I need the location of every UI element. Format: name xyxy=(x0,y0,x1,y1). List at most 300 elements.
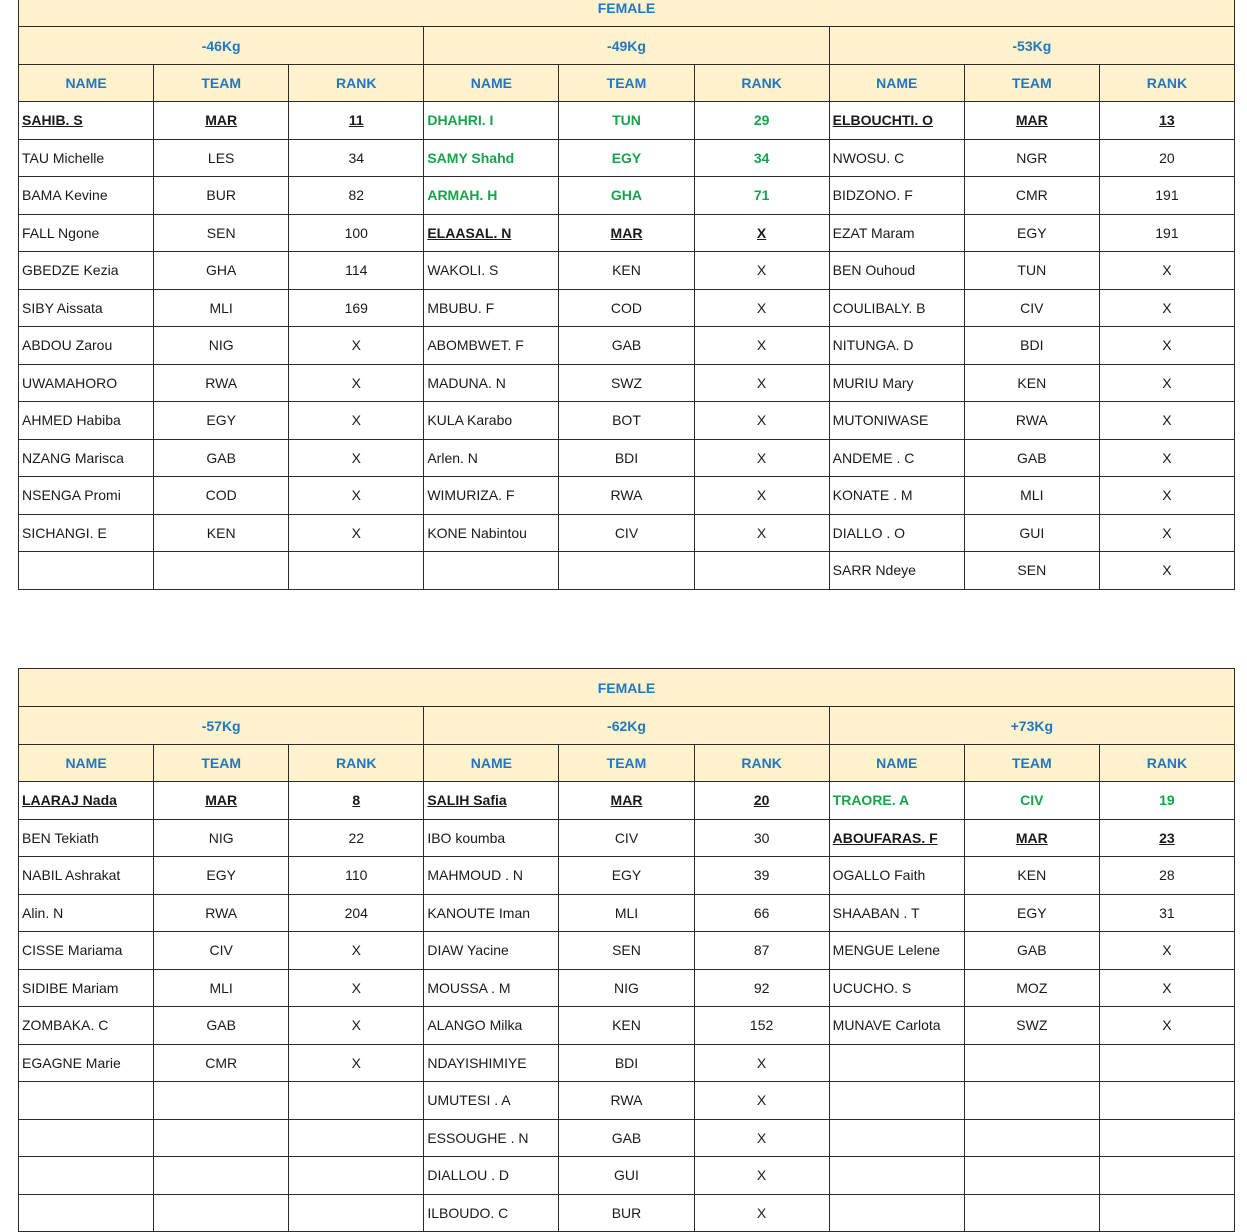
table-row xyxy=(19,969,1235,1007)
athlete-name-text: ELAASAL. N xyxy=(427,224,512,241)
team-text: GUI xyxy=(1019,524,1045,541)
rank-text: X xyxy=(756,449,767,466)
team-cell xyxy=(964,782,1099,820)
rank-text: X xyxy=(1162,262,1172,279)
team-text: KEN xyxy=(612,1017,641,1034)
team-header: TEAM xyxy=(154,745,289,782)
team-cell xyxy=(559,214,694,252)
rank-text: 169 xyxy=(344,299,368,316)
athlete-name-cell xyxy=(19,364,154,402)
team-cell xyxy=(964,139,1099,177)
athlete-name-cell xyxy=(424,857,559,895)
athlete-name-cell xyxy=(424,177,559,215)
table-row xyxy=(19,364,1235,402)
athlete-name-text: UCUCHO. S xyxy=(832,979,912,996)
rank-text: 19 xyxy=(1159,792,1175,809)
rank-text: X xyxy=(351,979,361,996)
team-text: RWA xyxy=(205,904,238,921)
team-cell xyxy=(559,1157,694,1195)
rank-cell xyxy=(1099,932,1234,970)
team-text: BDI xyxy=(614,1054,639,1071)
athlete-name-text: MOUSSA . M xyxy=(427,979,511,996)
athlete-name-text: EZAT Maram xyxy=(832,224,915,241)
team-cell xyxy=(559,252,694,290)
table-row xyxy=(19,289,1235,327)
weight-category-header: -62Kg xyxy=(424,707,829,745)
team-cell xyxy=(154,1082,289,1120)
athlete-name-cell xyxy=(424,252,559,290)
rank-header: RANK xyxy=(1099,745,1234,782)
athlete-name-cell xyxy=(19,139,154,177)
rank-cell xyxy=(289,819,424,857)
table-row xyxy=(19,102,1235,140)
athlete-name-cell xyxy=(829,894,964,932)
rank-cell xyxy=(289,1194,424,1232)
athlete-name-text: MAHMOUD . N xyxy=(427,867,523,884)
team-cell xyxy=(964,819,1099,857)
team-cell xyxy=(964,1119,1099,1157)
team-cell xyxy=(559,819,694,857)
team-cell xyxy=(154,364,289,402)
column-header-row xyxy=(19,745,1235,782)
rank-text: 82 xyxy=(348,187,365,204)
name-header: NAME xyxy=(829,745,964,782)
athlete-name-text: ABOUFARAS. F xyxy=(832,829,938,846)
athlete-name-cell xyxy=(19,819,154,857)
team-text: COD xyxy=(610,299,643,316)
rank-cell xyxy=(694,782,829,820)
team-cell xyxy=(154,552,289,590)
athlete-name-cell xyxy=(424,1082,559,1120)
athlete-name-text: ABOMBWET. F xyxy=(427,337,524,354)
female-table-2 xyxy=(18,668,1235,1232)
team-text: GHA xyxy=(205,262,237,279)
team-text: BOT xyxy=(612,412,641,429)
team-text: BDI xyxy=(614,449,639,466)
rank-cell xyxy=(289,477,424,515)
team-cell xyxy=(154,969,289,1007)
rank-text: 87 xyxy=(753,942,770,959)
rank-text: X xyxy=(756,1054,767,1071)
rank-cell xyxy=(1099,289,1234,327)
rank-text: 8 xyxy=(352,792,361,809)
athlete-name-cell xyxy=(829,289,964,327)
rank-text: 13 xyxy=(1159,112,1175,129)
rank-text: X xyxy=(1162,337,1172,354)
athlete-name-cell xyxy=(829,932,964,970)
rank-text: X xyxy=(351,449,361,466)
team-text: RWA xyxy=(205,374,238,391)
athlete-name-cell xyxy=(829,177,964,215)
rank-cell xyxy=(1099,819,1234,857)
rank-cell xyxy=(694,514,829,552)
team-cell xyxy=(964,214,1099,252)
rank-text: X xyxy=(1162,487,1172,504)
athlete-name-cell xyxy=(829,139,964,177)
team-cell xyxy=(559,1194,694,1232)
team-cell xyxy=(964,514,1099,552)
team-cell xyxy=(964,364,1099,402)
rank-text: X xyxy=(756,224,767,241)
athlete-name-cell xyxy=(829,402,964,440)
table-row xyxy=(19,214,1235,252)
rank-text: 204 xyxy=(344,904,368,921)
table-row xyxy=(19,514,1235,552)
rank-cell xyxy=(694,402,829,440)
athlete-name-cell xyxy=(829,102,964,140)
team-cell xyxy=(964,439,1099,477)
team-cell xyxy=(964,552,1099,590)
rank-text: 22 xyxy=(348,829,365,846)
table-row xyxy=(19,177,1235,215)
rank-cell xyxy=(1099,477,1234,515)
rank-cell xyxy=(694,289,829,327)
rank-text: X xyxy=(1162,449,1172,466)
athlete-name-text: Arlen. N xyxy=(427,449,478,466)
athlete-name-cell xyxy=(424,477,559,515)
rank-text: X xyxy=(756,1204,767,1221)
athlete-name-cell xyxy=(424,552,559,590)
athlete-name-text: FALL Ngone xyxy=(22,224,100,241)
team-cell xyxy=(559,1007,694,1045)
athlete-name-cell xyxy=(19,439,154,477)
table-row xyxy=(19,1007,1235,1045)
rank-cell xyxy=(1099,364,1234,402)
athlete-name-cell xyxy=(829,552,964,590)
rank-header: RANK xyxy=(1099,65,1234,102)
table-row xyxy=(19,782,1235,820)
team-cell xyxy=(559,932,694,970)
rank-text: X xyxy=(351,374,361,391)
athlete-name-cell xyxy=(424,1119,559,1157)
rank-cell xyxy=(1099,1194,1234,1232)
athlete-name-text: KANOUTE Iman xyxy=(427,904,531,921)
rank-cell xyxy=(694,1007,829,1045)
team-cell xyxy=(964,402,1099,440)
team-cell xyxy=(559,139,694,177)
team-cell xyxy=(559,894,694,932)
athlete-name-cell xyxy=(19,857,154,895)
rank-cell xyxy=(694,1194,829,1232)
athlete-name-text: WIMURIZA. F xyxy=(427,487,515,504)
team-cell xyxy=(559,177,694,215)
rank-text: X xyxy=(756,1092,767,1109)
team-text: EGY xyxy=(1017,224,1047,241)
athlete-name-cell xyxy=(829,214,964,252)
weight-category-header: -57Kg xyxy=(19,707,424,745)
rank-text: X xyxy=(351,487,361,504)
team-text: GAB xyxy=(1017,449,1047,466)
team-cell xyxy=(559,327,694,365)
rank-cell xyxy=(1099,102,1234,140)
team-text: GAB xyxy=(611,337,642,354)
table-row xyxy=(19,1194,1235,1232)
athlete-name-text: BAMA Kevine xyxy=(22,187,108,204)
team-text: CIV xyxy=(209,942,233,959)
team-text: MAR xyxy=(1015,829,1048,846)
table-row xyxy=(19,894,1235,932)
team-text: CMR xyxy=(205,1054,238,1071)
team-cell xyxy=(559,552,694,590)
athlete-name-text: UWAMAHORO xyxy=(22,374,118,391)
athlete-name-cell xyxy=(19,1119,154,1157)
team-cell xyxy=(964,894,1099,932)
rank-cell xyxy=(289,782,424,820)
team-header: TEAM xyxy=(964,65,1099,102)
athlete-name-text: IBO koumba xyxy=(427,829,506,846)
team-cell xyxy=(559,1119,694,1157)
table-row xyxy=(19,477,1235,515)
team-cell xyxy=(559,439,694,477)
athlete-name-cell xyxy=(424,289,559,327)
athlete-name-text: SAMY Shahd xyxy=(427,149,515,166)
athlete-name-cell xyxy=(424,364,559,402)
athlete-name-text: MENGUE Lelene xyxy=(832,942,941,959)
team-cell xyxy=(964,1194,1099,1232)
team-text: NIG xyxy=(614,979,639,996)
rank-cell xyxy=(289,969,424,1007)
rank-text: X xyxy=(1162,562,1172,579)
athlete-name-cell xyxy=(424,439,559,477)
team-text: NGR xyxy=(1016,149,1048,166)
rank-text: X xyxy=(756,1129,767,1146)
team-cell xyxy=(154,439,289,477)
athlete-name-text: EGAGNE Marie xyxy=(22,1054,121,1071)
rank-cell xyxy=(289,1082,424,1120)
athlete-name-text: MUNAVE Carlota xyxy=(832,1017,941,1034)
team-text: SEN xyxy=(1017,562,1047,579)
rank-text: X xyxy=(756,1167,767,1184)
athlete-name-text: LAARAJ Nada xyxy=(22,792,117,809)
table-row xyxy=(19,139,1235,177)
team-cell xyxy=(964,857,1099,895)
athlete-name-cell xyxy=(19,1082,154,1120)
team-cell xyxy=(154,1119,289,1157)
team-text: GAB xyxy=(611,1129,642,1146)
team-cell xyxy=(964,327,1099,365)
team-cell xyxy=(154,514,289,552)
rank-cell xyxy=(1099,439,1234,477)
rank-cell xyxy=(289,327,424,365)
team-cell xyxy=(154,477,289,515)
rank-text: 110 xyxy=(345,867,368,884)
name-header: NAME xyxy=(424,65,559,102)
athlete-name-text: OGALLO Faith xyxy=(832,867,926,884)
athlete-name-text: ESSOUGHE . N xyxy=(427,1129,529,1146)
athlete-name-cell xyxy=(19,894,154,932)
female-table-1 xyxy=(18,0,1235,590)
athlete-name-text: KULA Karabo xyxy=(427,412,513,429)
rank-cell xyxy=(289,439,424,477)
rank-text: X xyxy=(1162,374,1172,391)
team-cell xyxy=(559,857,694,895)
athlete-name-cell xyxy=(424,1157,559,1195)
team-text: SEN xyxy=(206,224,236,241)
athlete-name-text: MADUNA. N xyxy=(427,374,506,391)
team-text: CIV xyxy=(1020,299,1044,316)
athlete-name-text: NSENGA Promi xyxy=(22,487,121,504)
athlete-name-cell xyxy=(424,969,559,1007)
rank-cell xyxy=(1099,857,1234,895)
rank-cell xyxy=(289,364,424,402)
athlete-name-cell xyxy=(829,252,964,290)
rank-text: 191 xyxy=(1155,187,1179,204)
athlete-name-text: MUTONIWASE xyxy=(832,412,929,429)
rank-cell xyxy=(694,819,829,857)
athlete-name-cell xyxy=(424,139,559,177)
table-row xyxy=(19,1044,1235,1082)
rank-text: 34 xyxy=(753,149,770,166)
rank-cell xyxy=(694,552,829,590)
rank-text: X xyxy=(756,412,767,429)
rank-text: 39 xyxy=(753,867,770,884)
athlete-name-cell xyxy=(424,782,559,820)
team-cell xyxy=(559,1044,694,1082)
athlete-name-cell xyxy=(424,819,559,857)
team-cell xyxy=(154,139,289,177)
name-header: NAME xyxy=(19,745,154,782)
rank-cell xyxy=(1099,969,1234,1007)
athlete-name-cell xyxy=(829,819,964,857)
team-cell xyxy=(559,289,694,327)
rank-cell xyxy=(694,477,829,515)
team-header: TEAM xyxy=(964,745,1099,782)
athlete-name-cell xyxy=(424,102,559,140)
team-text: KEN xyxy=(612,262,641,279)
rank-cell xyxy=(1099,1007,1234,1045)
athlete-name-cell xyxy=(424,1194,559,1232)
team-text: BUR xyxy=(206,187,236,204)
athlete-name-cell xyxy=(829,439,964,477)
team-text: SWZ xyxy=(610,374,643,391)
rank-text: X xyxy=(1162,1017,1172,1034)
team-cell xyxy=(964,969,1099,1007)
table-title: FEMALE xyxy=(19,0,1235,27)
team-text: RWA xyxy=(1015,412,1048,429)
rank-text: X xyxy=(756,487,767,504)
rank-text: X xyxy=(1162,524,1172,541)
rank-text: X xyxy=(756,337,767,354)
athlete-name-cell xyxy=(829,1119,964,1157)
table-row xyxy=(19,439,1235,477)
athlete-name-text: BIDZONO. F xyxy=(832,187,913,204)
team-text: CIV xyxy=(614,829,639,846)
rank-text: 30 xyxy=(753,829,770,846)
team-text: EGY xyxy=(1017,904,1047,921)
table-row xyxy=(19,1157,1235,1195)
rank-text: 114 xyxy=(345,262,368,279)
athlete-name-cell xyxy=(19,402,154,440)
athlete-name-text: SALIH Safia xyxy=(427,792,507,809)
athlete-name-cell xyxy=(19,177,154,215)
rank-text: X xyxy=(351,412,361,429)
table-row xyxy=(19,252,1235,290)
rank-text: X xyxy=(351,942,361,959)
athlete-name-text: NITUNGA. D xyxy=(832,337,914,354)
athlete-name-text: TAU Michelle xyxy=(22,149,105,166)
rank-cell xyxy=(289,102,424,140)
athlete-name-text: DIAW Yacine xyxy=(427,942,509,959)
team-cell xyxy=(964,932,1099,970)
rank-text: 152 xyxy=(749,1017,774,1034)
athlete-name-text: CISSE Mariama xyxy=(22,942,123,959)
athlete-name-text: COULIBALY. B xyxy=(832,299,926,316)
table-row xyxy=(19,932,1235,970)
team-text: NIG xyxy=(208,337,234,354)
rank-cell xyxy=(1099,402,1234,440)
rank-cell xyxy=(289,1007,424,1045)
athlete-name-cell xyxy=(829,782,964,820)
rank-cell xyxy=(1099,1082,1234,1120)
rank-cell xyxy=(694,139,829,177)
team-text: GHA xyxy=(610,187,643,204)
rank-text: X xyxy=(351,524,361,541)
athlete-name-cell xyxy=(424,1044,559,1082)
rank-header: RANK xyxy=(694,65,829,102)
team-text: COD xyxy=(205,487,237,504)
athlete-name-cell xyxy=(424,514,559,552)
rank-cell xyxy=(694,1044,829,1082)
team-text: MAR xyxy=(205,112,238,129)
rank-cell xyxy=(694,1119,829,1157)
athlete-name-text: ILBOUDO. C xyxy=(427,1204,509,1221)
rank-header: RANK xyxy=(289,745,424,782)
weight-category-row xyxy=(19,27,1235,65)
rank-cell xyxy=(289,252,424,290)
rank-cell xyxy=(1099,552,1234,590)
rank-text: 34 xyxy=(348,149,365,166)
rank-text: X xyxy=(1162,299,1172,316)
team-text: LES xyxy=(207,149,235,166)
rank-text: 23 xyxy=(1159,829,1175,846)
team-cell xyxy=(559,402,694,440)
team-cell xyxy=(154,932,289,970)
athlete-name-text: ZOMBAKA. C xyxy=(22,1017,109,1034)
rank-text: X xyxy=(756,524,767,541)
athlete-name-cell xyxy=(829,364,964,402)
athlete-name-cell xyxy=(829,1007,964,1045)
rank-text: X xyxy=(756,374,767,391)
athlete-name-text: ALANGO Milka xyxy=(427,1017,523,1034)
rank-text: 20 xyxy=(1159,149,1175,166)
athlete-name-text: SARR Ndeye xyxy=(832,562,916,579)
athlete-name-text: GBEDZE Kezia xyxy=(22,262,119,279)
team-text: RWA xyxy=(610,487,643,504)
rank-cell xyxy=(694,364,829,402)
athlete-name-text: NABIL Ashrakat xyxy=(22,867,121,884)
table-row xyxy=(19,1082,1235,1120)
rank-cell xyxy=(1099,214,1234,252)
rank-cell xyxy=(1099,782,1234,820)
team-text: BDI xyxy=(1020,337,1044,354)
rank-text: 31 xyxy=(1159,904,1175,921)
athlete-name-text: NWOSU. C xyxy=(832,149,905,166)
team-text: CMR xyxy=(1015,187,1048,204)
rank-cell xyxy=(1099,177,1234,215)
name-header: NAME xyxy=(829,65,964,102)
rank-text: 11 xyxy=(348,112,364,129)
athlete-name-text: DHAHRI. I xyxy=(427,112,494,129)
athlete-name-cell xyxy=(19,1007,154,1045)
athlete-name-text: ELBOUCHTI. O xyxy=(832,112,933,129)
rank-cell xyxy=(694,177,829,215)
athlete-name-cell xyxy=(19,1157,154,1195)
team-text: NIG xyxy=(208,829,234,846)
athlete-name-cell xyxy=(19,552,154,590)
table-row xyxy=(19,1119,1235,1157)
athlete-name-text: SHAABAN . T xyxy=(832,904,920,921)
athlete-name-cell xyxy=(829,514,964,552)
